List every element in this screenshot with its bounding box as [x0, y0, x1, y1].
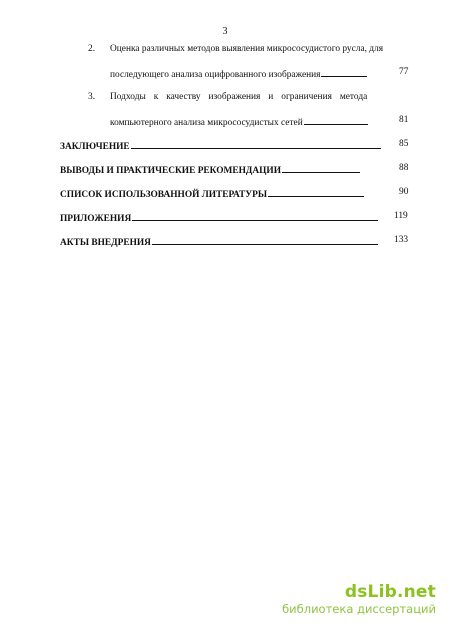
- toc-section-title: ВЫВОДЫ И ПРАКТИЧЕСКИЕ РЕКОМЕНДАЦИИ: [60, 166, 282, 176]
- toc-leader: [131, 139, 381, 149]
- toc-leader: [132, 211, 378, 221]
- toc-page-number: 85: [399, 139, 409, 149]
- toc-section-appendices: [60, 211, 378, 225]
- toc-page-number: 81: [399, 115, 409, 125]
- toc-sub-line: [110, 67, 367, 81]
- toc-section-references: [60, 187, 364, 201]
- toc-page-number: 88: [399, 163, 409, 173]
- toc-sub-line: [110, 115, 368, 129]
- toc-section-title: ПРИЛОЖЕНИЯ: [60, 214, 132, 224]
- toc-sub-number: 3.: [88, 92, 96, 102]
- toc-sub-line-text: компьютерного анализа микрососудистых сетей: [110, 118, 303, 128]
- toc-section-title: ЗАКЛЮЧЕНИЕ: [60, 142, 130, 152]
- toc-leader: [321, 67, 367, 77]
- toc-page-number: 77: [399, 67, 409, 77]
- page-number: 3: [222, 26, 228, 37]
- toc-sub-line: Подходы к качеству изображения и ограничения метода: [110, 92, 368, 102]
- toc-section-title: АКТЫ ВНЕДРЕНИЯ: [60, 238, 151, 248]
- toc-leader: [282, 163, 360, 173]
- watermark-logo-main: dsLib: [344, 582, 397, 602]
- toc-sub-line-text: последующего анализа оцифрованного изображения: [110, 70, 321, 80]
- toc-section-title: СПИСОК ИСПОЛЬЗОВАННОЙ ЛИТЕРАТУРЫ: [60, 190, 268, 200]
- toc-leader: [304, 115, 368, 125]
- toc-page-number: 90: [399, 187, 409, 197]
- toc-sub-line: Оценка различных методов выявления микрососудистого русла, для: [110, 44, 384, 54]
- watermark-logo-tld: .net: [396, 582, 436, 602]
- watermark-logo: [282, 582, 436, 602]
- watermark-caption: библиотека диссертаций: [282, 602, 436, 616]
- toc-sub-number: 2.: [88, 44, 96, 54]
- toc-section-findings: [60, 163, 360, 177]
- watermark: [282, 582, 436, 616]
- toc-page-number: 133: [394, 235, 409, 245]
- toc-leader: [268, 187, 364, 197]
- toc-section-acts: [60, 235, 378, 249]
- toc-page-number: 119: [394, 211, 408, 221]
- toc-leader: [152, 235, 378, 245]
- toc-section-conclusion: [60, 139, 381, 153]
